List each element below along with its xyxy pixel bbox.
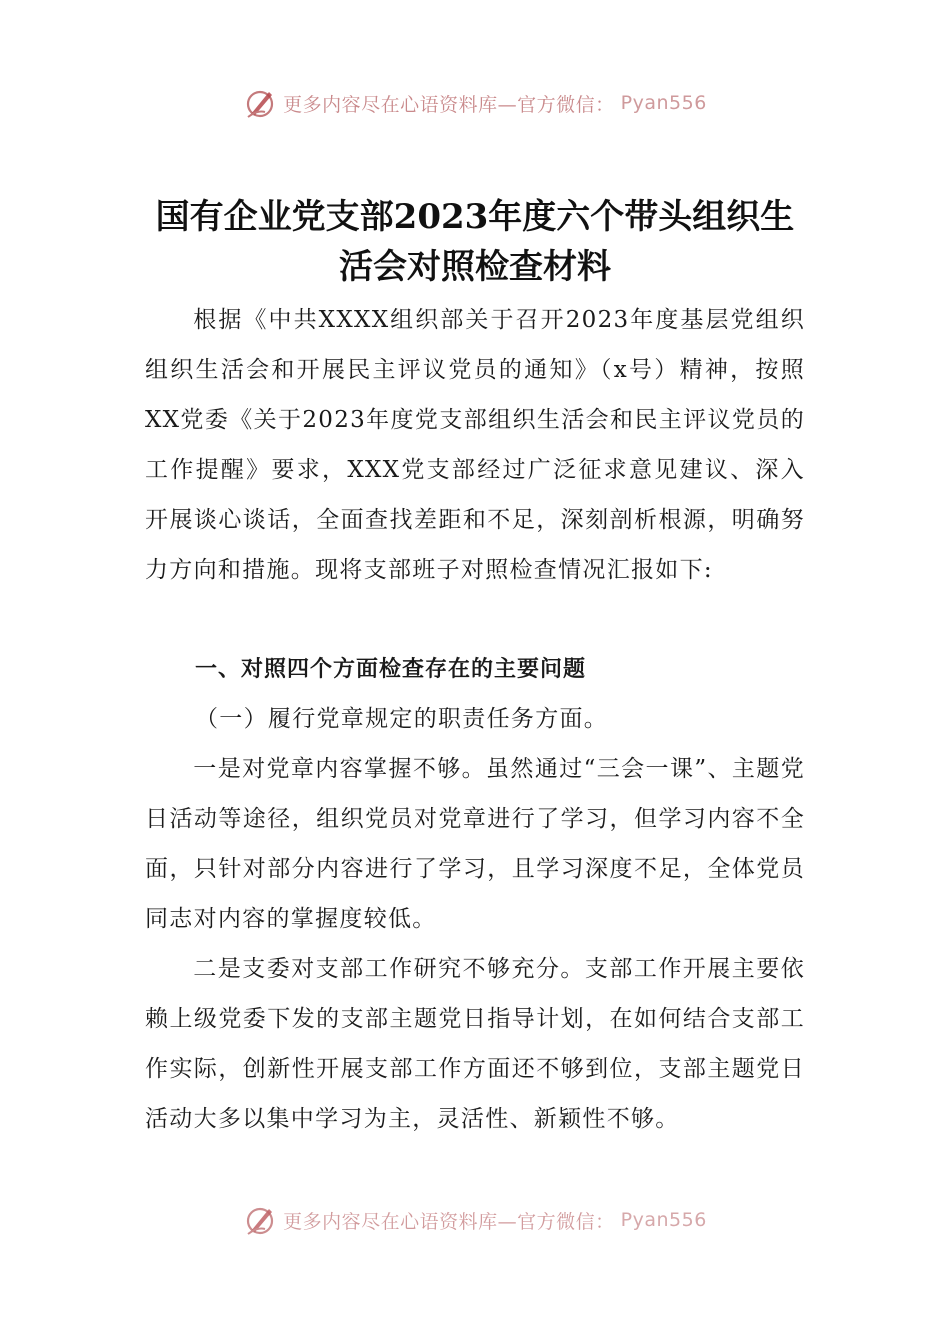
- paragraph-1: 一是对党章内容掌握不够。虽然通过“三会一课”、主题党日活动等途径，组织党员对党章进行了学习，但学习内容不全面，只针对部分内容进行了学习，且学习深度不足，全体党员同志对内容的掌握度较低。: [145, 756, 805, 932]
- watermark-text: 更多内容尽在心语资料库—官方微信：: [283, 1210, 615, 1233]
- watermark-footer: [0, 1200, 950, 1240]
- watermark-text: 更多内容尽在心语资料库—官方微信：: [283, 93, 615, 116]
- watermark-wechat-id: Pyan556: [620, 1209, 707, 1231]
- watermark-wechat-id: Pyan556: [620, 92, 707, 114]
- intro-paragraph: 根据《中共XXXX组织部关于召开2023年度基层党组织组织生活会和开展民主评议党员的通知》（x号）精神，按照XX党委《关于2023年度党支部组织生活会和民主评议党员的工作提醒》要求，XXX党支部经过广泛征求意见建议、深入开展谈心谈话，全面查找差距和不足，深刻剖析根源，明确努力方向和措施。现将支部班子对照检查情况汇报如下:: [145, 307, 805, 583]
- watermark-header: [0, 83, 950, 123]
- quill-logo-icon: [243, 86, 277, 120]
- paragraph-2: 二是支委对支部工作研究不够充分。支部工作开展主要依赖上级党委下发的支部主题党日指导计划，在如何结合支部工作实际，创新性开展支部工作方面还不够到位，支部主题党日活动大多以集中学习为主，灵活性、新颖性不够。: [145, 956, 805, 1132]
- section-heading: 一、对照四个方面检查存在的主要问题: [195, 657, 587, 682]
- document-title: 国有企业党支部2023年度六个带头组织生活会对照检查材料: [155, 197, 795, 287]
- quill-logo-icon: [243, 1203, 277, 1237]
- subsection-heading: （一）履行党章规定的职责任务方面。: [195, 706, 609, 732]
